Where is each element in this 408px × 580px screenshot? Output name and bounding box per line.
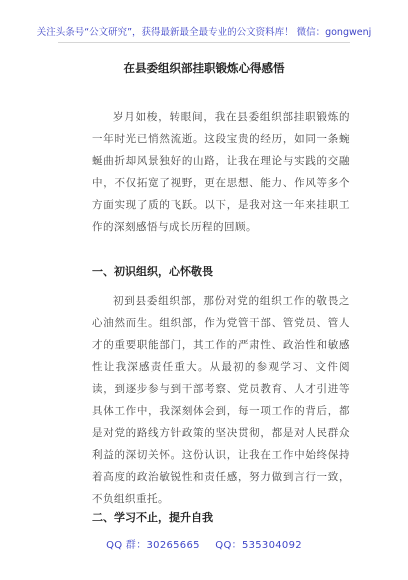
footer-contact [0, 536, 408, 551]
header-divider [58, 42, 350, 43]
section-1-paragraph: 初到县委组织部，那份对党的组织工作的敬畏之心油然而生。组织部，作为党管干部、管党员、管人才的重要职能部门，其工作的严肃性、政治性和敏感性让我深感责任重大。从最初的参观学习、文件阅读，到逐步参与到干部考察、党员教育、人才引进等具体工作中，我深刻体会到，每一项工作的背后，都是对党的路线方针政策的坚决贯彻，都是对人民群众利益的深切关怀。这份认识，让我在工作中始终保持着高度的政治敏锐性和责任感，努力做到言行一致，不负组织重托。 [92, 295, 350, 505]
section-heading-2: 二、学习不止，提升自我 [92, 511, 213, 524]
intro-paragraph: 岁月如梭，转眼间，我在县委组织部挂职锻炼的一年时光已悄然流逝。这段宝贵的经历，如同一条蜿蜒曲折却风景独好的山路，让我在理论与实践的交融中，不仅拓宽了视野，更在思想、能力、作风等多个方面实现了质的飞跃。以下，是我对这一年来挂职工作的深刻感悟与成长历程的回顾。 [92, 111, 350, 233]
document-title: 在县委组织部挂职锻炼心得感悟 [123, 61, 285, 75]
header-banner: 关注头条号“公文研究”，获得最新最全最专业的公文资料库！ 微信：gongwenj [36, 27, 372, 38]
footer-qq-number: QQ：535304092 [215, 540, 302, 551]
section-heading-1: 一、初识组织，心怀敬畏 [92, 265, 213, 278]
footer-qq-group: QQ 群：30265665 [106, 540, 200, 551]
